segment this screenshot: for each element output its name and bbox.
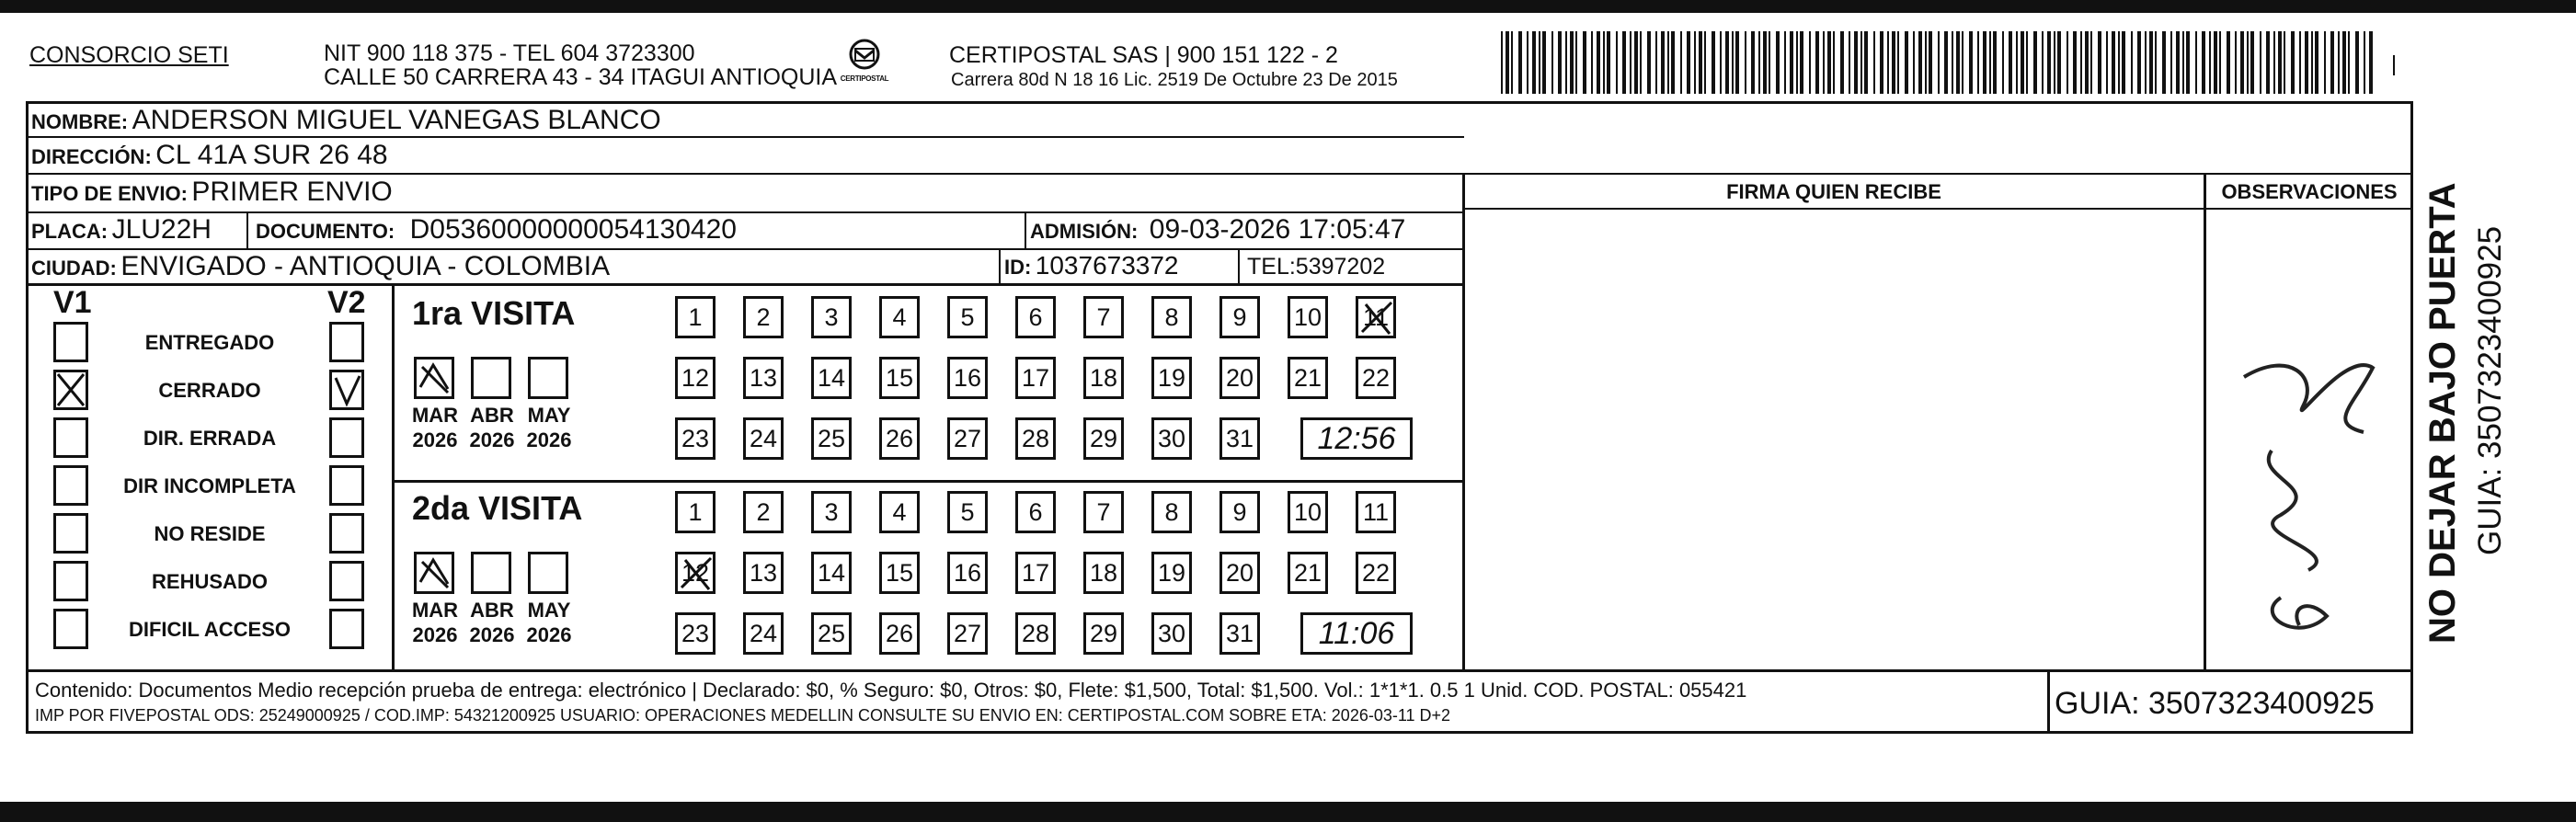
day-checkbox[interactable] [879, 296, 920, 338]
checkmark-icon [332, 372, 361, 407]
footer-contenido: Contenido: Documentos Medio recepción prueba de entrega: electrónico | Declarado: $0, % Seguro: $0, Otros: $0, Flete: $1,500, Total: $1,500. Vol.: 1*1*1. 0.5 1 Unid. COD. POSTAL: 055421 [35, 679, 1747, 702]
visit-time-box[interactable] [1300, 612, 1413, 655]
day-checkbox[interactable] [743, 491, 784, 533]
logo-text: CERTIPOSTAL [840, 74, 889, 83]
day-number: 8 [1164, 497, 1179, 526]
day-checkbox[interactable] [1015, 417, 1056, 460]
day-checkbox[interactable] [811, 612, 852, 655]
day-number: 5 [960, 303, 975, 331]
day-checkbox[interactable] [947, 296, 988, 338]
certipostal-info: CERTIPOSTAL SAS | 900 151 122 - 2 [949, 42, 1338, 68]
visit-time-box[interactable] [1300, 417, 1413, 460]
v2-checkbox[interactable] [329, 322, 364, 362]
day-number: 5 [960, 497, 975, 526]
status-label: DIFICIL ACCESO [128, 618, 291, 641]
certipostal-logo [839, 39, 890, 90]
id-row [1004, 251, 1179, 280]
checkmark-icon [56, 372, 86, 407]
day-number: 1 [688, 303, 703, 331]
day-number: 25 [817, 424, 846, 452]
day-checkbox[interactable] [1015, 296, 1056, 338]
checkmark-icon [1358, 299, 1395, 337]
day-number: 8 [1164, 303, 1179, 331]
day-number: 3 [824, 303, 839, 331]
day-number: 22 [1361, 558, 1391, 587]
v1-checkbox[interactable] [53, 561, 88, 601]
day-number: 9 [1232, 303, 1247, 331]
day-checkbox[interactable] [1083, 296, 1124, 338]
status-label: REHUSADO [152, 570, 268, 593]
ciudad-label: CIUDAD: [31, 257, 117, 280]
day-number: 21 [1293, 363, 1322, 392]
day-number: 3 [824, 497, 839, 526]
day-checkbox[interactable] [675, 552, 716, 594]
day-checkbox[interactable] [1015, 552, 1056, 594]
day-checkbox[interactable] [743, 296, 784, 338]
day-number: 31 [1225, 619, 1254, 647]
day-checkbox[interactable] [811, 296, 852, 338]
admision-label: ADMISIÓN: [1030, 220, 1139, 243]
day-number: 4 [892, 303, 907, 331]
month-checkbox[interactable] [414, 552, 454, 594]
day-number: 23 [681, 619, 710, 647]
day-number: 18 [1089, 363, 1118, 392]
day-checkbox[interactable] [1219, 491, 1260, 533]
month-label [406, 403, 464, 452]
day-number: 17 [1021, 558, 1050, 587]
day-checkbox[interactable] [947, 552, 988, 594]
bottom-border-bar [0, 802, 2576, 822]
day-checkbox[interactable] [1083, 491, 1124, 533]
observaciones-handwriting [2216, 294, 2400, 662]
day-checkbox[interactable] [879, 552, 920, 594]
day-number: 4 [892, 497, 907, 526]
v1-checkbox[interactable] [53, 465, 88, 506]
day-checkbox[interactable] [1083, 417, 1124, 460]
day-number: 18 [1089, 558, 1118, 587]
side-guia: GUIA: 3507323400925 [2472, 225, 2508, 555]
nombre-row [31, 105, 661, 136]
day-number: 25 [817, 619, 846, 647]
certipostal-license: Carrera 80d N 18 16 Lic. 2519 De Octubre 23 De 2015 [951, 70, 1398, 90]
barcode-icon [1501, 31, 2382, 94]
day-checkbox[interactable] [1219, 417, 1260, 460]
day-checkbox[interactable] [743, 552, 784, 594]
day-checkbox[interactable] [947, 491, 988, 533]
id-label: ID: [1004, 256, 1032, 279]
documento-row [256, 214, 737, 245]
month-checkbox[interactable] [528, 552, 568, 594]
day-number: 31 [1225, 424, 1254, 452]
company-nit-tel: NIT 900 118 375 - TEL 604 3723300 [324, 40, 695, 66]
day-checkbox[interactable] [1083, 612, 1124, 655]
day-number: 19 [1157, 558, 1186, 587]
nombre-label: NOMBRE: [31, 110, 129, 133]
checkmark-icon [678, 554, 715, 593]
month-name: ABR [470, 404, 514, 427]
day-checkbox[interactable] [1219, 357, 1260, 399]
day-number: 7 [1096, 303, 1111, 331]
tipo-envio-label: TIPO DE ENVIO: [31, 182, 188, 205]
admision-value: 09-03-2026 17:05:47 [1149, 214, 1406, 245]
company-address: CALLE 50 CARRERA 43 - 34 ITAGUI ANTIOQUIA [324, 64, 838, 90]
day-checkbox[interactable] [1151, 491, 1192, 533]
day-number: 16 [953, 558, 982, 587]
day-checkbox[interactable] [1356, 552, 1396, 594]
day-checkbox[interactable] [1356, 296, 1396, 338]
day-number: 2 [756, 303, 771, 331]
month-year: 2026 [469, 623, 515, 646]
day-number: 14 [817, 558, 846, 587]
day-checkbox[interactable] [1288, 491, 1328, 533]
observaciones-header: OBSERVACIONES [2221, 180, 2398, 203]
v2-checkbox[interactable] [329, 465, 364, 506]
header-tick [2393, 55, 2395, 75]
day-checkbox[interactable] [879, 491, 920, 533]
day-checkbox[interactable] [811, 552, 852, 594]
day-number: 7 [1096, 497, 1111, 526]
day-number: 22 [1361, 363, 1391, 392]
day-checkbox[interactable] [947, 357, 988, 399]
v1-checkbox[interactable] [53, 322, 88, 362]
tipo-envio-value: PRIMER ENVIO [191, 177, 393, 207]
day-checkbox[interactable] [1015, 491, 1056, 533]
month-checkbox[interactable] [471, 357, 511, 399]
month-checkbox[interactable] [414, 357, 454, 399]
day-checkbox[interactable] [879, 612, 920, 655]
day-checkbox[interactable] [743, 357, 784, 399]
firma-header: FIRMA QUIEN RECIBE [1726, 180, 1941, 203]
day-number: 30 [1157, 619, 1186, 647]
day-checkbox[interactable] [743, 417, 784, 460]
day-checkbox[interactable] [675, 612, 716, 655]
day-number: 27 [953, 424, 982, 452]
day-number: 9 [1232, 497, 1247, 526]
v1-checkbox[interactable] [53, 417, 88, 458]
v2-checkbox[interactable] [329, 609, 364, 649]
admision-row [1030, 214, 1405, 245]
day-number: 15 [885, 363, 914, 392]
month-year: 2026 [526, 428, 572, 451]
footer-guia: GUIA: 3507323400925 [2055, 686, 2375, 721]
tel-row [1247, 254, 1385, 280]
ciudad-value: ENVIGADO - ANTIOQUIA - COLOMBIA [120, 251, 611, 281]
day-number: 30 [1157, 424, 1186, 452]
day-number: 6 [1028, 497, 1043, 526]
visit-time: 11:06 [1318, 615, 1395, 651]
day-checkbox[interactable] [947, 417, 988, 460]
nombre-value: ANDERSON MIGUEL VANEGAS BLANCO [132, 105, 661, 135]
day-checkbox[interactable] [879, 417, 920, 460]
month-name: MAY [527, 404, 571, 427]
footer-imp: IMP POR FIVEPOSTAL ODS: 25249000925 / COD.IMP: 54321200925 USUARIO: OPERACIONES MEDELLIN CONSULTE SU ENVIO EN: CERTIPOSTAL.COM SOBRE ETA: 2026-03-11 D+2 [35, 706, 1451, 725]
top-border-bar [0, 0, 2576, 13]
day-number: 21 [1293, 558, 1322, 587]
checkmark-icon [417, 360, 452, 396]
visit-title: 2da VISITA [412, 489, 583, 527]
day-number: 28 [1021, 424, 1050, 452]
v1-header: V1 [53, 285, 92, 320]
ciudad-row [31, 251, 610, 282]
day-checkbox[interactable] [1015, 612, 1056, 655]
v2-checkbox[interactable] [329, 513, 364, 554]
v2-checkbox[interactable] [329, 561, 364, 601]
month-year: 2026 [526, 623, 572, 646]
day-checkbox[interactable] [1288, 357, 1328, 399]
day-number: 14 [817, 363, 846, 392]
day-number: 11 [1362, 303, 1390, 331]
day-number: 10 [1293, 497, 1322, 526]
month-label [521, 598, 578, 647]
tel-value: 5397202 [1295, 254, 1386, 280]
documento-label: DOCUMENTO: [256, 220, 395, 243]
direccion-row [31, 140, 388, 171]
day-number: 24 [749, 619, 778, 647]
v2-checkbox[interactable] [329, 417, 364, 458]
day-checkbox[interactable] [675, 296, 716, 338]
month-label [521, 403, 578, 452]
day-number: 23 [681, 424, 710, 452]
v1-checkbox[interactable] [53, 513, 88, 554]
envelope-logo-icon [844, 39, 885, 70]
day-checkbox[interactable] [879, 357, 920, 399]
day-number: 28 [1021, 619, 1050, 647]
day-number: 17 [1021, 363, 1050, 392]
checkmark-icon [417, 554, 452, 591]
day-checkbox[interactable] [811, 491, 852, 533]
day-checkbox[interactable] [1219, 552, 1260, 594]
day-checkbox[interactable] [675, 357, 716, 399]
day-checkbox[interactable] [1151, 296, 1192, 338]
status-label: NO RESIDE [154, 522, 266, 545]
day-checkbox[interactable] [1219, 612, 1260, 655]
visit-time: 12:56 [1317, 420, 1396, 456]
day-number: 13 [749, 363, 778, 392]
tel-label: TEL: [1247, 254, 1296, 280]
status-label: DIR. ERRADA [143, 427, 277, 450]
day-number: 13 [749, 558, 778, 587]
documento-value: D05360000000054130420 [409, 214, 737, 245]
day-number: 1 [688, 497, 703, 526]
day-checkbox[interactable] [1015, 357, 1056, 399]
day-checkbox[interactable] [1083, 357, 1124, 399]
status-label: ENTREGADO [144, 331, 275, 354]
month-checkbox[interactable] [528, 357, 568, 399]
month-year: 2026 [412, 428, 458, 451]
day-checkbox[interactable] [1151, 552, 1192, 594]
placa-row [31, 214, 212, 245]
day-checkbox[interactable] [947, 612, 988, 655]
month-name: MAY [527, 599, 571, 622]
day-number: 26 [885, 619, 914, 647]
direccion-value: CL 41A SUR 26 48 [155, 140, 388, 170]
status-label: DIR INCOMPLETA [123, 474, 296, 497]
month-year: 2026 [469, 428, 515, 451]
month-year: 2026 [412, 623, 458, 646]
day-checkbox[interactable] [1288, 296, 1328, 338]
direccion-label: DIRECCIÓN: [31, 145, 152, 168]
day-checkbox[interactable] [675, 491, 716, 533]
month-name: ABR [470, 599, 514, 622]
company-name: CONSORCIO SETI [29, 42, 229, 68]
v2-header: V2 [327, 285, 366, 320]
day-checkbox[interactable] [1356, 357, 1396, 399]
day-number: 24 [749, 424, 778, 452]
placa-value: JLU22H [111, 214, 212, 245]
month-name: MAR [411, 404, 459, 427]
visit-title: 1ra VISITA [412, 294, 576, 332]
tipo-envio-row [31, 177, 393, 208]
day-checkbox[interactable] [811, 417, 852, 460]
status-label: CERRADO [158, 379, 261, 402]
day-number: 20 [1225, 558, 1254, 587]
v1-checkbox[interactable] [53, 370, 88, 410]
day-checkbox[interactable] [1356, 491, 1396, 533]
day-number: 29 [1089, 424, 1118, 452]
day-number: 19 [1157, 363, 1186, 392]
day-checkbox[interactable] [1151, 417, 1192, 460]
day-number: 15 [885, 558, 914, 587]
day-checkbox[interactable] [811, 357, 852, 399]
day-number: 6 [1028, 303, 1043, 331]
day-number: 26 [885, 424, 914, 452]
day-checkbox[interactable] [1288, 552, 1328, 594]
day-number: 20 [1225, 363, 1254, 392]
day-checkbox[interactable] [1219, 296, 1260, 338]
v2-checkbox[interactable] [329, 370, 364, 410]
day-checkbox[interactable] [1151, 612, 1192, 655]
month-checkbox[interactable] [471, 552, 511, 594]
day-number: 27 [953, 619, 982, 647]
id-value: 1037673372 [1035, 251, 1179, 280]
day-checkbox[interactable] [1083, 552, 1124, 594]
day-checkbox[interactable] [743, 612, 784, 655]
day-number: 2 [756, 497, 771, 526]
v1-checkbox[interactable] [53, 609, 88, 649]
day-number: 12 [681, 363, 710, 392]
month-label [406, 598, 464, 647]
month-name: MAR [411, 599, 459, 622]
placa-label: PLACA: [31, 220, 109, 243]
day-checkbox[interactable] [1151, 357, 1192, 399]
day-number: 16 [953, 363, 982, 392]
day-checkbox[interactable] [675, 417, 716, 460]
day-number: 10 [1293, 303, 1322, 331]
month-label [464, 403, 521, 452]
day-number: 12 [681, 558, 710, 587]
day-number: 29 [1089, 619, 1118, 647]
day-number: 11 [1362, 497, 1390, 526]
no-dejar-bajo-puerta: NO DEJAR BAJO PUERTA [2422, 182, 2463, 644]
month-label [464, 598, 521, 647]
